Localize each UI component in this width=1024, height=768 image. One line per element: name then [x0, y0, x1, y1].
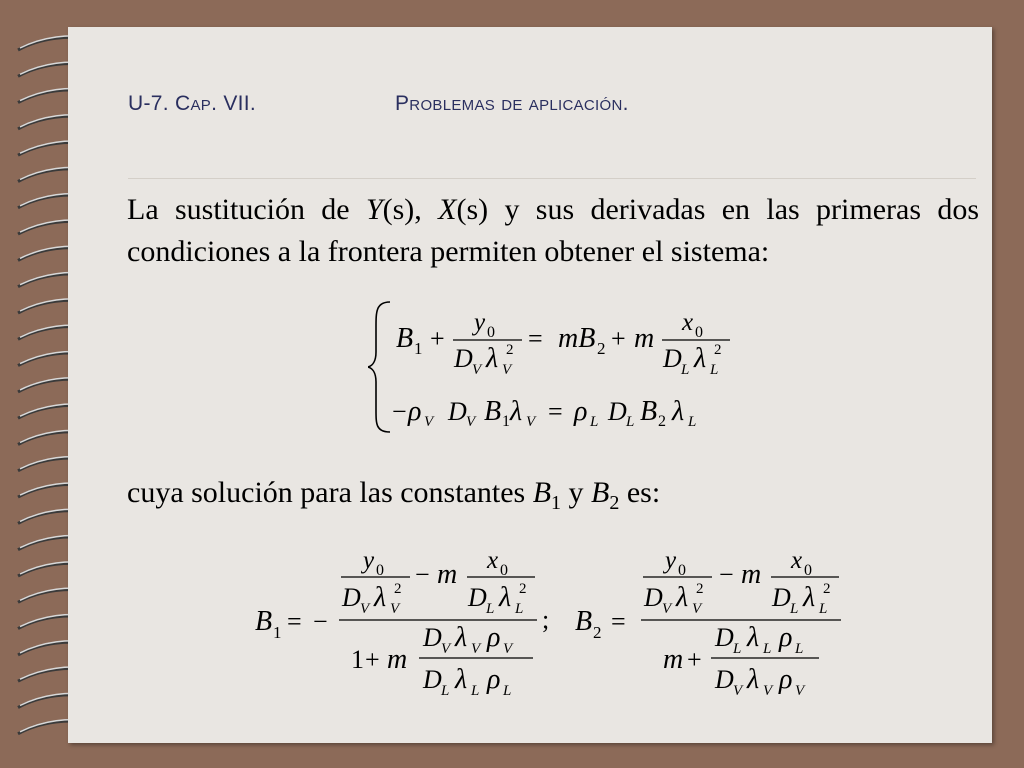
svg-text:V: V: [503, 641, 513, 657]
svg-text:=: =: [611, 607, 626, 636]
svg-text:m: m: [634, 323, 655, 354]
svg-text:B: B: [575, 606, 593, 637]
svg-text:0: 0: [487, 324, 495, 341]
svg-text:+: +: [365, 645, 380, 674]
svg-text:ρ: ρ: [779, 622, 793, 653]
svg-text:V: V: [466, 414, 476, 430]
var-B2: B: [591, 476, 610, 509]
svg-text:ρ: ρ: [487, 664, 501, 695]
svg-text:L: L: [733, 641, 742, 657]
svg-text:λ: λ: [455, 622, 468, 653]
svg-text:ρ: ρ: [574, 396, 588, 427]
header-title: Problemas de aplicación.: [395, 92, 629, 115]
svg-text:m: m: [437, 559, 458, 590]
svg-text:L: L: [710, 362, 719, 378]
svg-text:V: V: [424, 414, 434, 430]
svg-text:D: D: [644, 583, 663, 612]
svg-text:L: L: [486, 601, 495, 617]
svg-text:+: +: [611, 324, 626, 353]
intro-text-end: y sus derivadas en las primeras dos condiciones a la frontera permiten obtener el sistema:: [127, 193, 979, 268]
svg-text:1: 1: [414, 339, 423, 358]
svg-text:y: y: [474, 309, 486, 336]
svg-text:2: 2: [593, 623, 602, 642]
svg-text:0: 0: [678, 562, 686, 579]
header-unit: U-7. Cap. VII.: [128, 92, 257, 115]
svg-text:V: V: [763, 683, 773, 699]
svg-text:D: D: [715, 623, 734, 652]
equation-B1: [255, 538, 565, 708]
svg-text:ρ: ρ: [779, 664, 793, 695]
svg-text:1: 1: [273, 623, 282, 642]
svg-text:D: D: [715, 665, 734, 694]
svg-text:B: B: [396, 323, 414, 354]
svg-text:0: 0: [376, 562, 384, 579]
svg-text:y: y: [665, 547, 677, 574]
svg-text:λ: λ: [486, 343, 499, 374]
svg-text:L: L: [503, 683, 512, 699]
svg-text:D: D: [423, 665, 442, 694]
svg-text:−: −: [719, 560, 734, 589]
svg-text:V: V: [662, 601, 672, 617]
paragraph-intro: [127, 189, 979, 273]
svg-text:D: D: [468, 583, 487, 612]
svg-text:λ: λ: [676, 582, 689, 613]
svg-text:0: 0: [695, 324, 703, 341]
var-B1: B: [532, 476, 552, 509]
svg-text:y: y: [363, 547, 375, 574]
svg-text:V: V: [795, 683, 805, 699]
paragraph-solution: [127, 472, 979, 524]
svg-text:ρ: ρ: [487, 622, 501, 653]
svg-text:mB: mB: [558, 323, 596, 354]
svg-text:L: L: [688, 414, 697, 430]
svg-text:L: L: [819, 601, 828, 617]
svg-text:λ: λ: [374, 582, 387, 613]
svg-text:V: V: [502, 362, 512, 378]
svg-text:D: D: [423, 623, 442, 652]
solution-text-start: cuya solución para las constantes: [127, 476, 533, 509]
svg-text:V: V: [441, 641, 451, 657]
svg-text:L: L: [790, 601, 799, 617]
svg-text:L: L: [681, 362, 690, 378]
var-X: X: [438, 193, 457, 226]
svg-text:L: L: [590, 414, 599, 430]
svg-text:m: m: [663, 644, 684, 675]
svg-text:−: −: [415, 560, 430, 589]
svg-text:λ: λ: [455, 664, 468, 695]
svg-text:L: L: [795, 641, 804, 657]
var-Y: Y: [365, 193, 383, 226]
svg-text:=: =: [287, 607, 302, 636]
intro-arg-s2: (s): [456, 193, 489, 226]
var-B1-subscript: 1: [551, 492, 562, 514]
solution-text-end: es:: [619, 476, 661, 509]
svg-text:0: 0: [500, 562, 508, 579]
svg-text:L: L: [471, 683, 480, 699]
svg-text:2: 2: [597, 339, 606, 358]
svg-text:2: 2: [696, 581, 704, 597]
svg-text:λ: λ: [499, 582, 512, 613]
svg-text:D: D: [342, 583, 361, 612]
svg-text:1: 1: [502, 413, 510, 430]
svg-text:=: =: [528, 324, 543, 353]
svg-text:B: B: [640, 396, 658, 427]
svg-text:V: V: [526, 414, 536, 430]
svg-text:+: +: [430, 324, 445, 353]
svg-text:L: L: [626, 414, 635, 430]
svg-text:2: 2: [519, 581, 527, 597]
svg-text:−: −: [392, 397, 407, 426]
svg-text:L: L: [763, 641, 772, 657]
svg-text:V: V: [390, 601, 400, 617]
svg-text:D: D: [608, 397, 627, 426]
var-B2-subscript: 2: [609, 492, 620, 514]
svg-text:D: D: [448, 397, 467, 426]
svg-text:D: D: [454, 344, 473, 373]
svg-text:+: +: [687, 645, 702, 674]
svg-text:V: V: [692, 601, 702, 617]
svg-text:−: −: [313, 607, 328, 636]
svg-text:2: 2: [658, 413, 666, 430]
svg-text:λ: λ: [747, 622, 760, 653]
header-rule: [128, 178, 976, 179]
svg-text:L: L: [441, 683, 450, 699]
equation-B2: [575, 538, 855, 708]
svg-text:λ: λ: [510, 396, 523, 427]
intro-text-start: La sustitución de: [127, 193, 366, 226]
svg-text:ρ: ρ: [408, 396, 422, 427]
svg-text:L: L: [515, 601, 524, 617]
svg-text:2: 2: [714, 342, 722, 358]
svg-text:B: B: [484, 396, 502, 427]
intro-arg-s1: (s),: [382, 193, 439, 226]
svg-text:=: =: [548, 397, 563, 426]
svg-text:V: V: [733, 683, 743, 699]
svg-text:m: m: [387, 644, 408, 675]
svg-text:λ: λ: [694, 343, 707, 374]
svg-text:2: 2: [506, 342, 514, 358]
svg-text:2: 2: [394, 581, 402, 597]
svg-text:D: D: [663, 344, 682, 373]
svg-text:2: 2: [823, 581, 831, 597]
svg-text:V: V: [471, 641, 481, 657]
equation-system: [368, 292, 748, 442]
svg-text:1: 1: [351, 645, 364, 674]
svg-text:B: B: [255, 606, 273, 637]
svg-text:V: V: [472, 362, 482, 378]
solution-text-mid: y: [561, 476, 592, 509]
svg-text:λ: λ: [747, 664, 760, 695]
svg-text:0: 0: [804, 562, 812, 579]
svg-text:x: x: [682, 309, 694, 336]
svg-text:V: V: [360, 601, 370, 617]
svg-text:x: x: [791, 547, 803, 574]
svg-text:D: D: [772, 583, 791, 612]
svg-text:λ: λ: [672, 396, 685, 427]
svg-text:m: m: [741, 559, 762, 590]
svg-text:x: x: [487, 547, 499, 574]
svg-text:λ: λ: [803, 582, 816, 613]
svg-text:;: ;: [542, 605, 550, 634]
